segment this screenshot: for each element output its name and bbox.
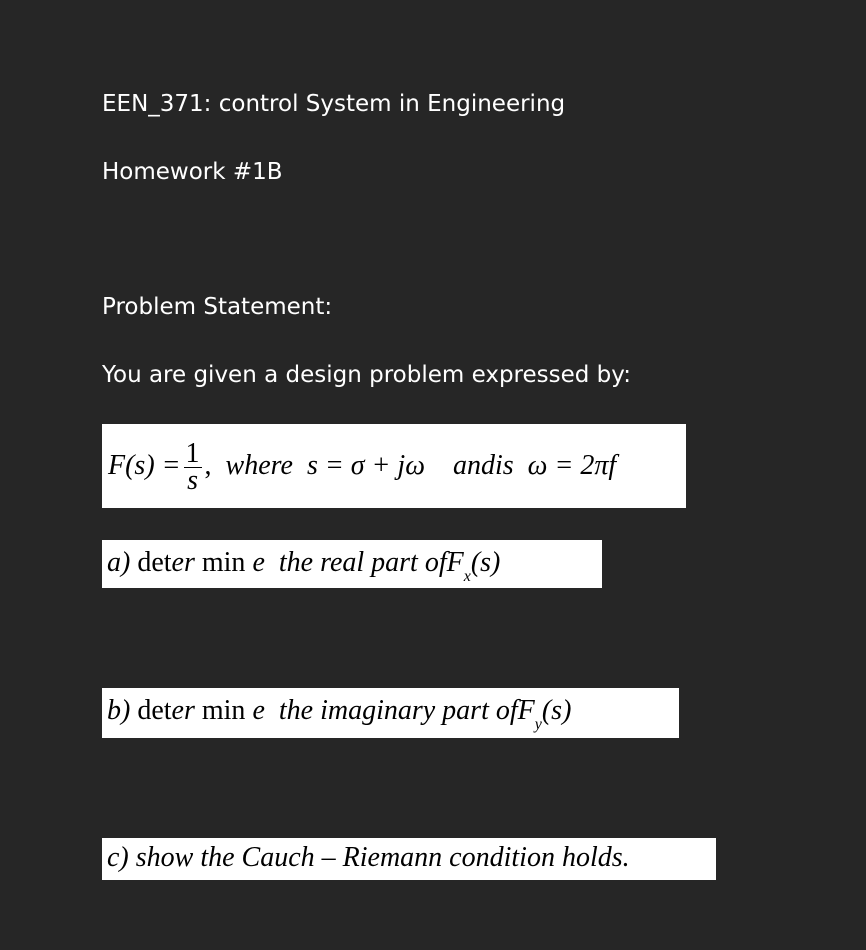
part-b-e: e: [252, 695, 265, 726]
homework-label: Homework #1B: [102, 159, 283, 185]
part-c: [102, 838, 716, 880]
eq-andis: andis: [452, 450, 514, 481]
eq-numerator: 1: [185, 438, 200, 470]
part-c-text: show the Cauch – Riemann condition holds.: [135, 842, 630, 873]
part-a-er: er: [171, 547, 195, 578]
part-b-text: the imaginary part of: [278, 695, 518, 726]
part-a-arg: (s): [470, 547, 501, 578]
eq-comma: ,: [204, 450, 212, 481]
part-a-min: min: [201, 547, 246, 578]
part-b-er: er: [171, 695, 195, 726]
part-b: [102, 688, 679, 738]
eq-s-definition: s = σ + jω: [306, 450, 425, 481]
part-b-subscript: y: [534, 716, 542, 733]
part-b-arg: (s): [541, 695, 572, 726]
part-a-e: e: [252, 547, 265, 578]
part-a-F: F: [446, 547, 464, 578]
eq-lhs: F(s) =: [108, 450, 181, 481]
eq-where: where: [225, 450, 293, 481]
part-b-F: F: [517, 695, 535, 726]
part-a: [102, 540, 602, 588]
eq-denominator: s: [187, 465, 198, 497]
part-b-label: b): [107, 695, 131, 726]
part-b-min: min: [201, 695, 246, 726]
eq-omega-definition: ω = 2πf: [527, 450, 617, 481]
transfer-function-equation: [102, 424, 686, 508]
part-a-subscript: x: [463, 568, 471, 585]
part-a-label: a): [107, 547, 131, 578]
part-a-det: det: [137, 547, 172, 578]
problem-heading: Problem Statement:: [102, 294, 333, 320]
problem-intro: You are given a design problem expressed by:: [102, 362, 631, 388]
part-c-label: c): [107, 842, 129, 873]
eq-fraction: [184, 438, 202, 497]
part-a-text: the real part of: [278, 547, 447, 578]
course-title: EEN_371: control System in Engineering: [102, 91, 566, 117]
part-b-det: det: [137, 695, 172, 726]
